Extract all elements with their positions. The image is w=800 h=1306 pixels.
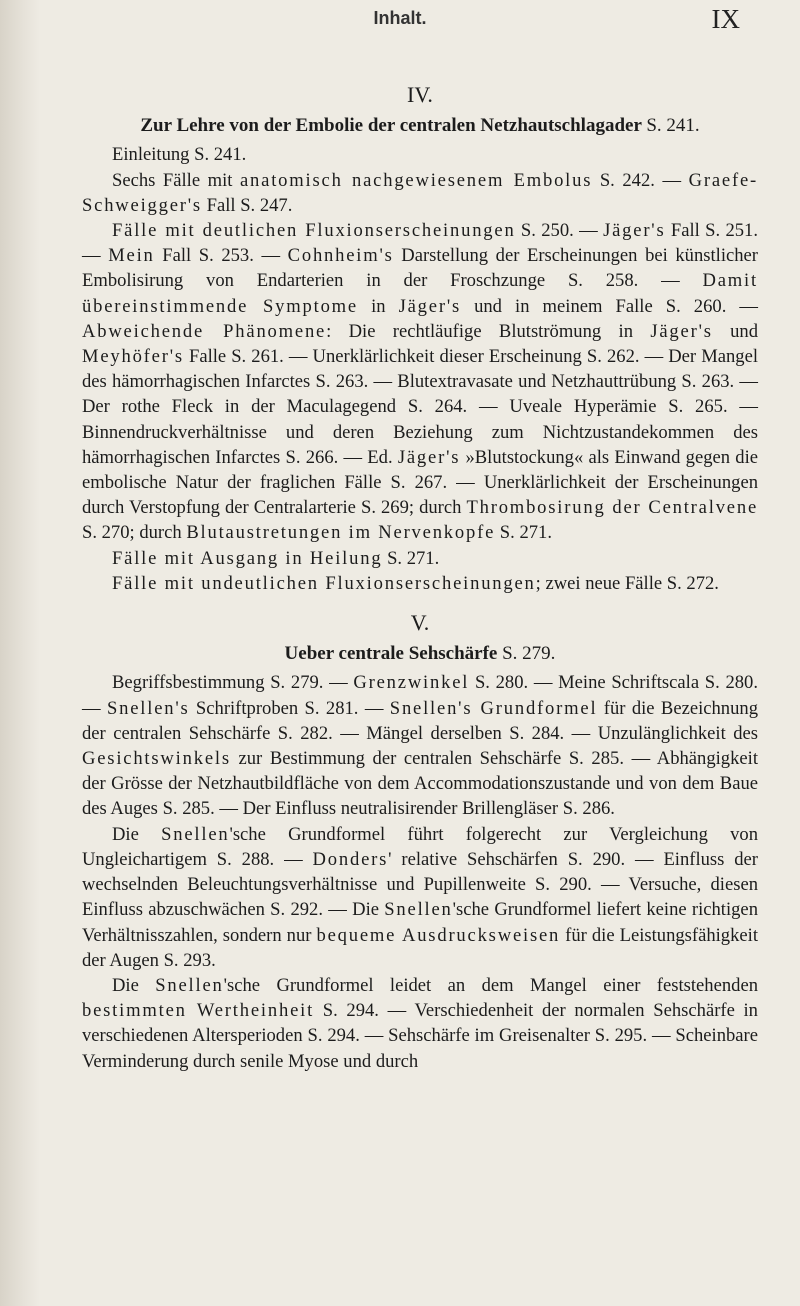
text-run: Schriftproben S. 281. — <box>189 697 390 719</box>
spaced-text: Jäger's <box>650 320 713 342</box>
spaced-text: Fälle mit undeutlichen Fluxionserscheinungen <box>112 572 536 594</box>
spaced-text: Graefe-Schweigger's <box>82 169 758 216</box>
spaced-text: Thrombosirung der Centralvene <box>466 497 758 519</box>
spaced-text: Donders <box>312 848 389 870</box>
spaced-text: Gesichtswinkels <box>82 748 231 770</box>
text-run: S. 271. <box>495 522 552 544</box>
spaced-text: Jäger's <box>397 446 461 468</box>
text-run: Begriffsbestimmung S. 279. — <box>112 672 354 694</box>
text-run: S. 294. — Verschiedenheit der normalen Sehschärfe in verschiedenen Altersperioden S. 294. — Sehschärfe im Greisenalter S. 295. — Scheinbare Verminderung durch senile Myose und durch <box>82 1000 758 1072</box>
text-run: Darstellung der Erscheinungen bei künstlicher Embolisirung von Endarterien in der Froschzunge S. 258. — <box>82 245 758 292</box>
text-run: für die Leistungsfähigkeit der Augen S. 293. <box>82 924 758 971</box>
text-run: zur Bestimmung der centralen Sehschärfe S. 285. — Abhängigkeit der Grösse der Netzhautbildfläche von dem Accommodationszustande und von dem Baue des Auges S. 285. — Der Einfluss neutralisirender Brillengläser S. 286. <box>82 748 758 820</box>
text-run: 'sche Grundformel führt folgerecht zur Vergleichung von Ungleichartigem S. 288. — <box>82 823 758 870</box>
text-run: Sechs Fälle mit <box>112 169 240 191</box>
paragraph <box>82 546 758 571</box>
spaced-text: Cohnheim's <box>287 245 394 267</box>
running-head-title: Inhalt. <box>373 8 427 28</box>
text-run: ; zwei neue Fälle S. 272. <box>535 572 719 594</box>
paragraph <box>82 973 758 1074</box>
paragraph <box>82 822 758 973</box>
spaced-text: Snellen's <box>106 697 190 719</box>
paragraph <box>82 670 758 821</box>
text-run: in <box>358 295 399 317</box>
spaced-text: Snellen's Grundformel <box>389 697 598 719</box>
text-run: Falle S. 261. — Unerklärlichkeit dieser Erscheinung S. 262. — Der Mangel des hämorrhagischen Infarctes S. 263. — Blutextravasate und Netzhauttrübung S. 263. — Der rothe Fleck in der Maculagegend S. 264. — Uveale Hyperämie S. 265. — Binnendruckverhältnisse und deren Beziehung zum Nichtzustandekommen des hämorrhagischen Infarctes S. 266. — Ed. <box>82 346 758 468</box>
spaced-text: Blutaustretungen im Nervenkopfe <box>186 522 496 544</box>
running-head <box>0 2 800 42</box>
text-run: 'sche Grundformel leidet an dem Mangel einer feststehenden <box>223 974 759 996</box>
spaced-text: bestimmten Wertheinheit <box>82 1000 315 1022</box>
spaced-text: Fälle mit Ausgang in Heilung <box>112 547 383 569</box>
spaced-text: Snellen <box>384 899 453 921</box>
spaced-text: Snellen <box>161 823 230 845</box>
text-run: : Die rechtläufige Blutströmung in <box>326 320 651 342</box>
section-number: V. <box>410 610 430 636</box>
spaced-text: Meyhöfer's <box>82 346 184 368</box>
spaced-text: anatomisch nachgewiesenem Embolus <box>240 169 593 191</box>
paragraph <box>82 571 758 596</box>
text-run: S. 271. <box>382 547 440 569</box>
section-gap <box>82 596 758 610</box>
table-of-contents-body <box>82 82 758 1074</box>
text-run: Die <box>112 823 162 845</box>
section-heading-text: Zur Lehre von der Embolie der centralen Netzhautschlagader <box>140 115 642 137</box>
section-heading <box>82 641 758 666</box>
spaced-text: Mein <box>108 245 155 267</box>
text-run: 'sche Grundformel liefert keine richtigen Verhältnisszahlen, sondern nur <box>82 899 758 946</box>
section-heading-page: S. 279. <box>502 643 556 665</box>
section-number: IV. <box>407 82 433 107</box>
text-run: »Blutstockung« als Einwand gegen die embolische Natur der fraglichen Fälle S. 267. — Unerklärlichkeit der Erscheinungen durch Verstopfung der Centralarterie S. 269; durch <box>82 446 759 519</box>
text-run: Einleitung S. 241. <box>112 144 247 166</box>
section-heading-text: Ueber centrale Sehschärfe <box>284 643 498 665</box>
spaced-text: Abweichende Phänomene <box>82 320 327 342</box>
page-number: IX <box>711 4 740 34</box>
text-run: und <box>712 320 758 342</box>
spaced-text: Fälle mit deutlichen Fluxionserscheinungen <box>112 220 516 242</box>
spaced-text: bequeme Ausdrucksweisen <box>316 924 561 946</box>
paragraph <box>82 142 758 167</box>
text-run: für die Bezeichnung der centralen Sehschärfe S. 282. — Mängel derselben S. 284. — Unzulänglichkeit des <box>82 697 758 744</box>
spaced-text: Jäger's <box>603 220 666 242</box>
text-run: Die <box>112 974 156 996</box>
text-run: S. 242. — <box>592 169 689 191</box>
section-heading-page: S. 241. <box>646 115 700 137</box>
text-run: S. 270; durch <box>82 522 187 544</box>
text-run: Fall S. 247. <box>201 194 293 216</box>
page-edge-shadow <box>0 0 40 1306</box>
text-run: Fall S. 251. — <box>82 220 758 267</box>
spaced-text: Damit übereinstimmende Symptome <box>82 270 758 317</box>
spaced-text: Jäger's <box>398 295 462 317</box>
text-run: S. 250. — <box>515 220 604 242</box>
section-heading <box>82 113 758 138</box>
text-run: S. 280. — Meine Schriftscala S. 280. — <box>82 672 758 719</box>
spaced-text: Grenzwinkel <box>353 672 470 694</box>
text-run: ' relative Sehschärfen S. 290. — Einfluss der wechselnden Beleuchtungsverhältnisse und Pupillenweite S. 290. — Versuche, diesen Einfluss abzuschwächen S. 292. — Die <box>82 848 758 921</box>
text-run: und in meinem Falle S. 260. — <box>461 295 759 317</box>
paragraph <box>82 168 758 218</box>
paragraph <box>82 218 758 546</box>
text-run: Fall S. 253. — <box>154 245 288 267</box>
spaced-text: Snellen <box>155 974 224 996</box>
